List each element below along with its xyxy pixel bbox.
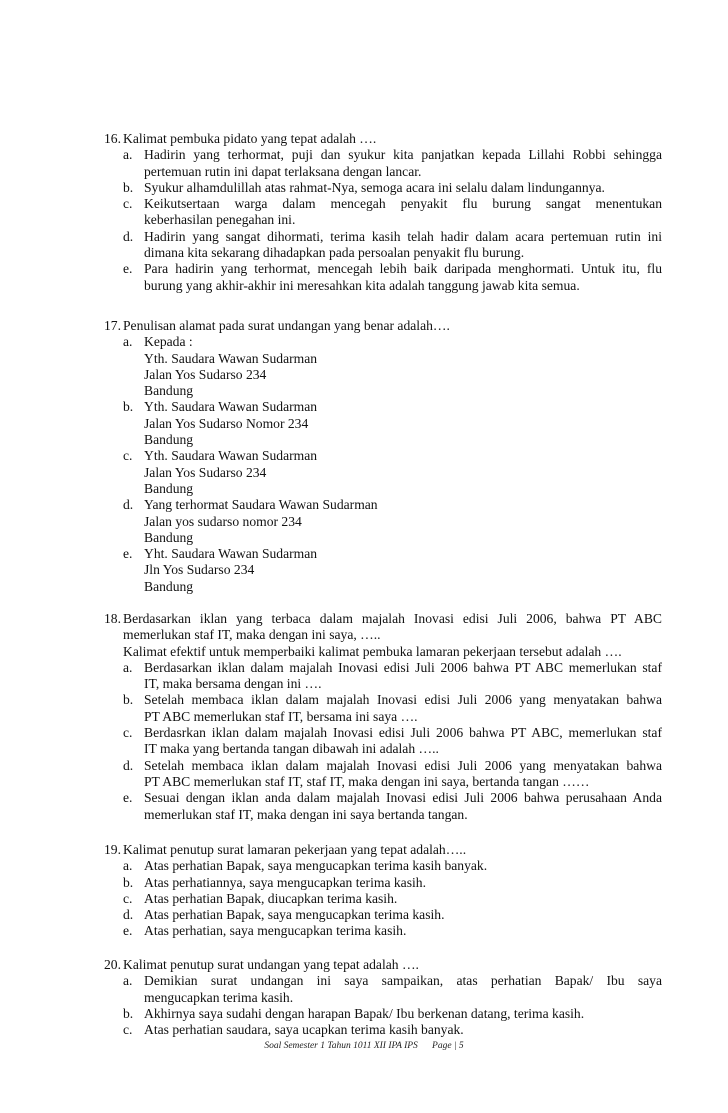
option-e: e. Atas perhatian, saya mengucapkan terima kasih. [123,923,407,939]
option-e: e. Yht. Saudara Wawan Sudarman [123,546,318,562]
question-number: 20. [104,957,121,972]
question-19 [104,842,662,940]
question-17: 17. Penulisan alamat pada surat undangan yang benar adalah…. a. Kepada : Yth. Saudara Wawan Sudarman Jalan Yos Sudarso 234 Bandung b. Yth. Saudara Wawan Sudarman Jalan Yos Sudarso Nomor 234 Bandung c. Yth. Saudara Wawan Sudarman Jalan Yos Sudarso 234 Bandung d. Yang terhormat Saudara Wawan Sudarman Jalan yos sudarso nomor 234 Bandung e. Yht. Saudara Wawan Sudarman Jln Yos Sudarso 234 Bandung [104,318,662,595]
option-c: c. Berdasrkan iklan dalam majalah Inovasi edisi Juli 2006 bahwa PT ABC, memerlukan staf [123,725,662,741]
option-b: b. Atas perhatiannya, saya mengucapkan terima kasih. [123,874,426,890]
option-d: d. Atas perhatian Bapak, saya mengucapkan terima kasih. [123,907,445,923]
option-a: a. Kepada : [123,334,193,350]
option-d: d. Hadirin yang sangat dihormati, terima kasih telah hadir dalam acara pertemuan rutin ini [123,228,662,244]
option-b: b. Akhirnya saya sudahi dengan harapan Bapak/ Ibu berkenan datang, terima kasih. [123,1005,585,1021]
question-number: 17. [104,318,121,333]
option-e: e. Para hadirin yang terhormat, mencegah lebih baik daripada menghormati. Untuk itu, flu [123,261,662,277]
question-18: 18. Berdasarkan iklan yang terbaca dalam majalah Inovasi edisi Juli 2006, bahwa PT ABC memerlukan staf IT, maka dengan ini saya, ….. Kalimat efektif untuk memperbaiki kalimat pembuka lamaran pekerjaan tersebut adalah …. a. Berdasarkan iklan dalam majalah Inovasi edisi Juli 2006 bahwa PT ABC memerlukan staf IT, maka bersama dengan ini …. b. Setelah membaca iklan dalam majalah Inovasi edisi Juli 2006 yang menyatakan bahwa PT ABC memerlukan staf IT, bersama ini saya …. c. Berdasrkan iklan dalam majalah Inovasi edisi Juli 2006 bahwa PT ABC, memerlukan staf IT maka yang bertanda tangan dibawah ini adalah ….. d. Setelah membaca iklan dalam majalah Inovasi edisi Juli 2006 yang menyatakan bahwa PT ABC memerlukan staf IT, staf IT, maka dengan ini saya, bertanda tangan …… e. Sesuai dengan iklan anda dalam majalah Inovasi edisi Juli 2006 bahwa perusahaan Anda memerlukan staf IT, maka dengan ini saya bertanda tangan. [104,611,662,822]
question-stem: Penulisan alamat pada surat undangan yang benar adalah…. [123,318,450,333]
option-e: e. Sesuai dengan iklan anda dalam majalah Inovasi edisi Juli 2006 bahwa perusahaan Anda [123,790,662,806]
question-number: 19. [104,842,121,857]
question-20: 20. Kalimat penutup surat undangan yang tepat adalah …. a. Demikian surat undangan ini saya sampaikan, atas perhatian Bapak/ Ibu saya mengucapkan terima kasih. b. Akhirnya saya sudahi dengan harapan Bapak/ Ibu berkenan datang, terima kasih. c. Atas perhatian saudara, saya ucapkan terima kasih banyak. [104,957,662,1038]
page-footer: Soal Semester 1 Tahun 1011 XII IPA IPS Page | 5 [264,1041,464,1051]
option-b: b. Syukur alhamdulillah atas rahmat-Nya, semoga acara ini selalu dalam lindungannya. [123,179,605,195]
option-a: a. Atas perhatian Bapak, saya mengucapkan terima kasih banyak. [123,858,488,874]
option-c: c. Keikutsertaan warga dalam mencegah penyakit flu burung sangat menentukan [123,196,662,212]
question-number: 16. [104,131,121,146]
option-c: c. Yth. Saudara Wawan Sudarman [123,448,318,464]
question-stem: Berdasarkan iklan yang terbaca dalam majalah Inovasi edisi Juli 2006, bahwa PT ABC [123,611,662,626]
question-16: 16. Kalimat pembuka pidato yang tepat adalah …. a. Hadirin yang terhormat, puji dan syukur kita panjatkan kepada Lillahi Robbi sehingga pertemuan rutin ini dapat terlaksana dengan lancar. b. Syukur alhamdulillah atas rahmat-Nya, semoga acara ini selalu dalam lindungannya. c. Keikutsertaan warga dalam mencegah penyakit flu burung sangat menentukan keberhasilan penegahan ini. d. Hadirin yang sangat dihormati, terima kasih telah hadir dalam acara pertemuan rutin ini dimana kita sekarang dihadapkan pada persoalan penyakit flu burung. e. Para hadirin yang terhormat, mencegah lebih baik daripada menghormati. Untuk itu, flu burung yang akhir-akhir ini meresahkan kita adalah tanggung jawab kita semua. [104,131,662,293]
option-b: b. Setelah membaca iklan dalam majalah Inovasi edisi Juli 2006 yang menyatakan bahwa [123,692,662,708]
option-a: a. Demikian surat undangan ini saya sampaikan, atas perhatian Bapak/ Ibu saya [123,973,662,989]
option-d: d. Yang terhormat Saudara Wawan Sudarman [123,497,378,513]
option-d: d. Setelah membaca iklan dalam majalah Inovasi edisi Juli 2006 yang menyatakan bahwa [123,757,662,773]
option-a: a. Hadirin yang terhormat, puji dan syukur kita panjatkan kepada Lillahi Robbi sehingga [123,147,662,163]
option-c: c. Atas perhatian Bapak, diucapkan terima kasih. [123,890,398,906]
question-stem: Kalimat penutup surat undangan yang tepat adalah …. [123,957,419,972]
option-a: a. Berdasarkan iklan dalam majalah Inovasi edisi Juli 2006 bahwa PT ABC memerlukan staf [123,659,662,675]
option-c: c. Atas perhatian saudara, saya ucapkan terima kasih banyak. [123,1022,464,1038]
option-b: b. Yth. Saudara Wawan Sudarman [123,399,318,415]
question-number: 18. [104,611,121,626]
question-stem: Kalimat penutup surat lamaran pekerjaan yang tepat adalah….. [123,842,467,857]
question-stem: Kalimat pembuka pidato yang tepat adalah …. [123,131,377,146]
